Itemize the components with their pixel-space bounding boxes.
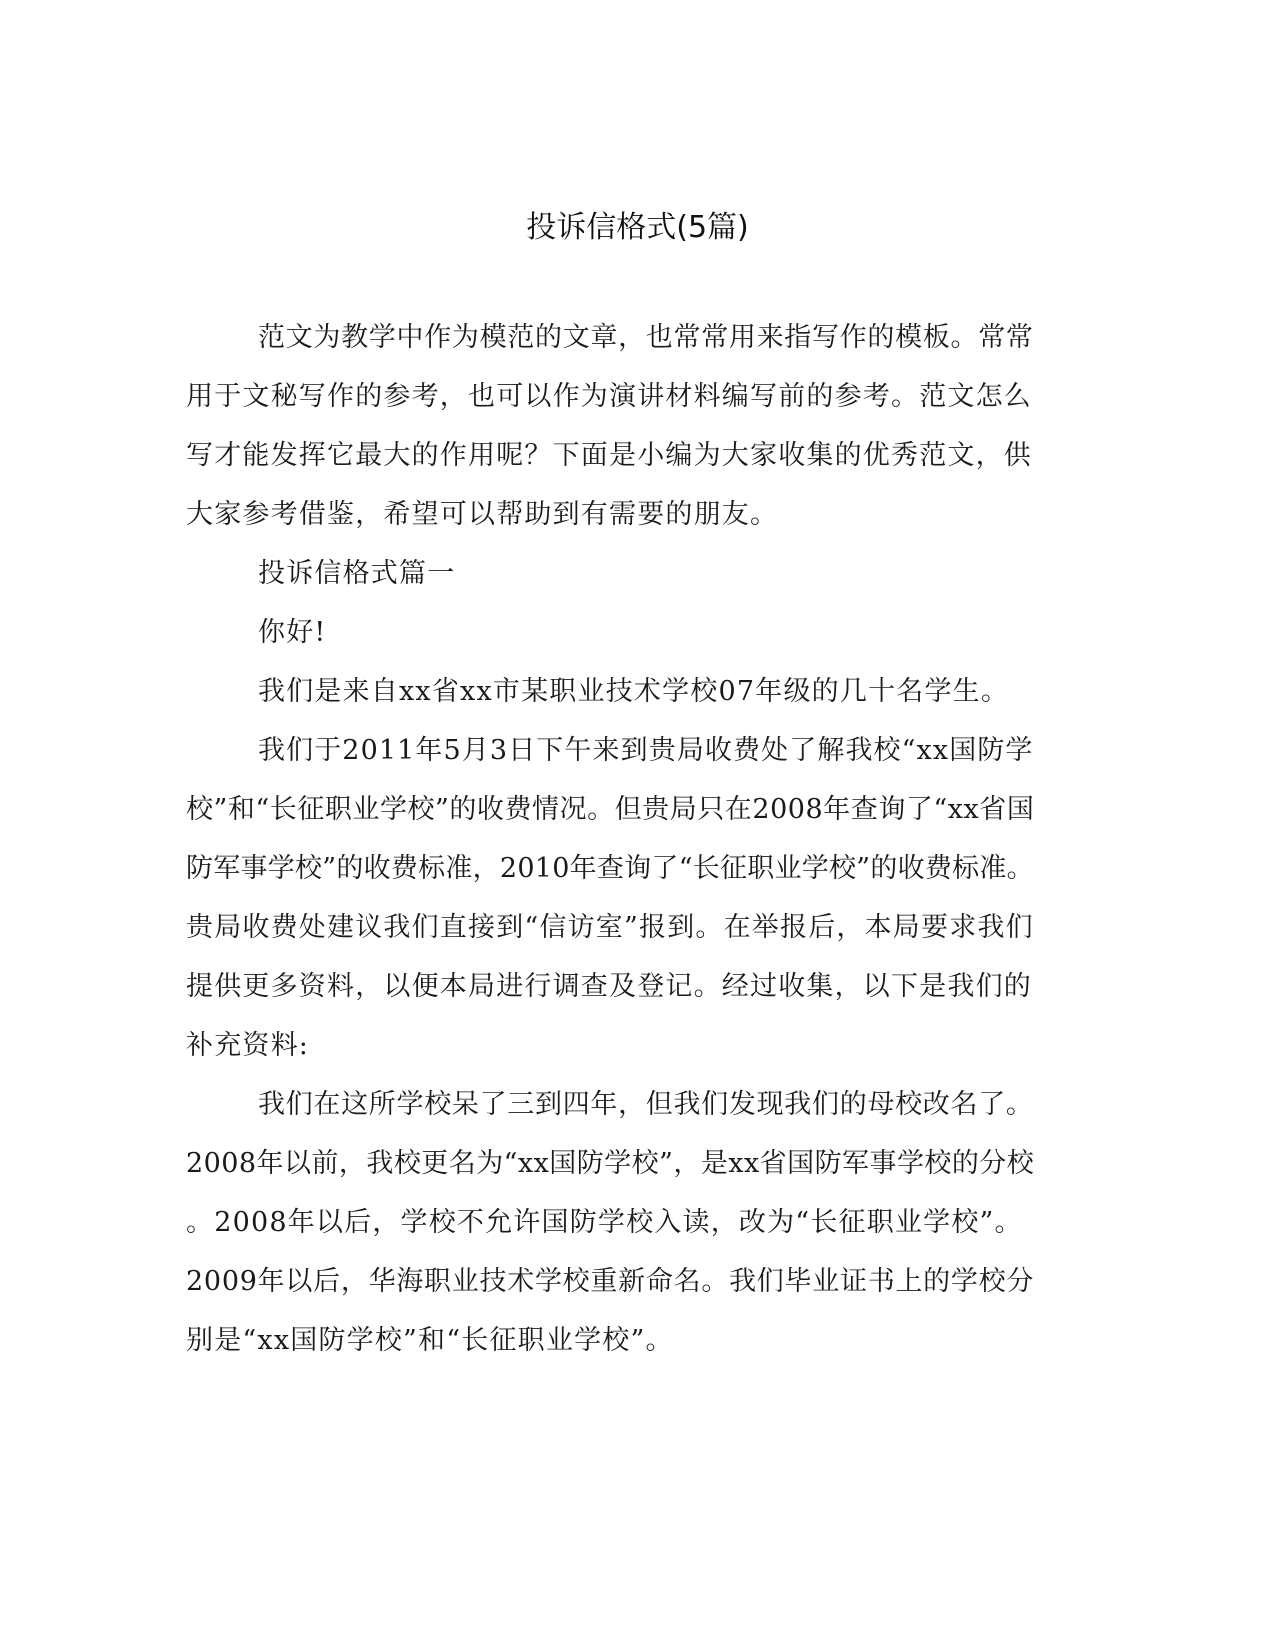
body-line-7: 补充资料: (186, 1030, 310, 1061)
intro-line-4: 大家参考借鉴，希望可以帮助到有需要的朋友。 (186, 499, 779, 530)
body-line-1: 我们是来自xx省xx市某职业技术学校07年级的几十名学生。 (258, 676, 1010, 707)
intro-line-1: 范文为教学中作为模范的文章，也常常用来指写作的模板。常常 (258, 322, 1034, 353)
body-line-9: 2008年以前，我校更名为“xx国防学校”，是xx省国防军事学校的分校 (186, 1148, 1035, 1179)
body-line-3: 校”和“长征职业学校”的收费情况。但贵局只在2008年查询了“xx省国 (186, 794, 1035, 825)
body-line-6: 提供更多资料，以便本局进行调查及登记。经过收集，以下是我们的 (186, 971, 1032, 1002)
intro-line-3: 写才能发挥它最大的作用呢？下面是小编为大家收集的优秀范文，供 (186, 440, 1032, 471)
body-line-5: 贵局收费处建议我们直接到“信访室”报到。在举报后，本局要求我们 (186, 912, 1034, 943)
body-line-10: 。2008年以后，学校不允许国防学校入读，改为“长征职业学校”。 (186, 1207, 1023, 1238)
body-line-4: 防军事学校”的收费标准，2010年查询了“长征职业学校”的收费标准。 (186, 853, 1034, 884)
body-line-12: 别是“xx国防学校”和“长征职业学校”。 (186, 1325, 674, 1356)
section-heading: 投诉信格式篇一 (258, 558, 456, 589)
body-line-8: 我们在这所学校呆了三到四年，但我们发现我们的母校改名了。 (258, 1089, 1034, 1120)
document-title: 投诉信格式(5篇) (526, 210, 749, 245)
body-line-2: 我们于2011年5月3日下午来到贵局收费处了解我校“xx国防学 (258, 735, 1034, 766)
body-line-11: 2009年以后，华海职业技术学校重新命名。我们毕业证书上的学校分 (186, 1266, 1035, 1297)
intro-line-2: 用于文秘写作的参考，也可以作为演讲材料编写前的参考。范文怎么 (186, 381, 1032, 412)
greeting: 你好! (258, 617, 327, 648)
